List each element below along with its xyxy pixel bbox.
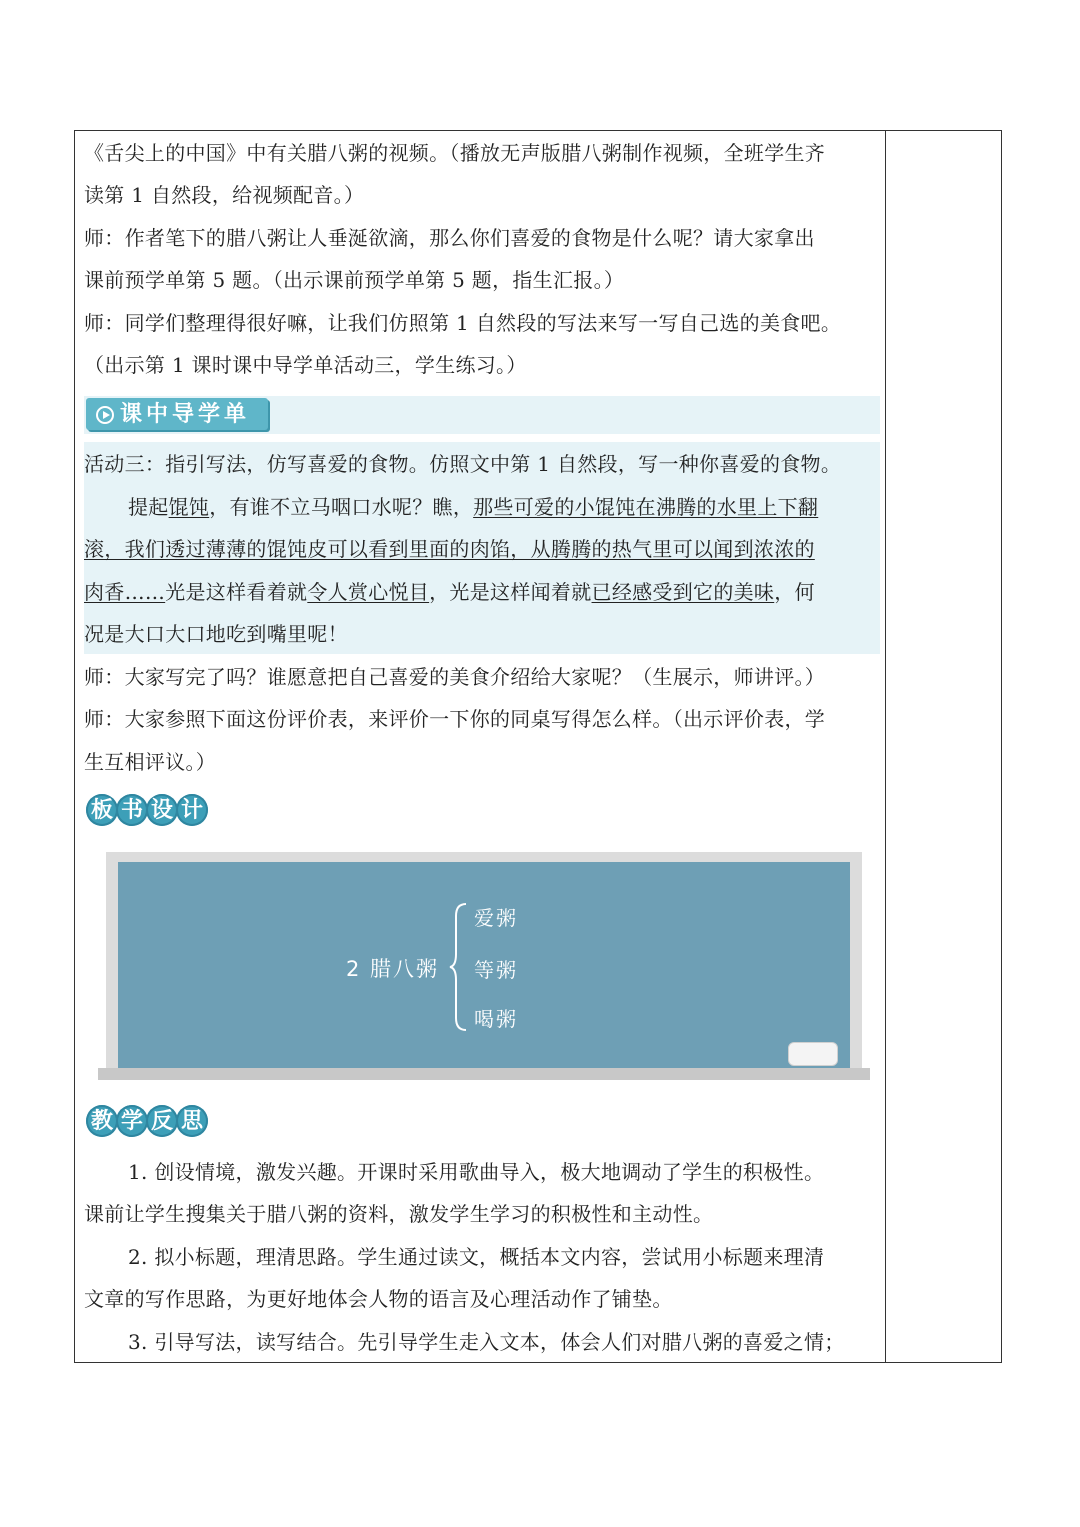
heading-badge: 计	[176, 794, 208, 826]
reflection-line: 3. 引导写法，读写结合。先引导学生走入文本，体会人们对腊八粥的喜爱之情；	[128, 1330, 845, 1354]
text-line: 读第 1 自然段，给视频配音。）	[84, 183, 365, 207]
play-icon	[96, 406, 114, 424]
board-item: 爱粥	[474, 906, 518, 930]
heading-badge: 板	[86, 794, 118, 826]
reflection-line: 2. 拟小标题，理清思路。学生通过读文，概括本文内容，尝试用小标题来理清	[128, 1245, 825, 1269]
text-run: 提起	[128, 495, 169, 519]
text-line: 《舌尖上的中国》中有关腊八粥的视频。（播放无声版腊八粥制作视频，全班学生齐	[84, 141, 826, 165]
text-run: ，光是这样闻着就	[429, 580, 592, 604]
text-line: （出示第 1 课时课中导学单活动三，学生练习。）	[84, 353, 527, 377]
reflection-line: 课前让学生搜集关于腊八粥的资料，激发学生学习的积极性和主动性。	[84, 1202, 714, 1226]
text-line: 师：大家写完了吗？谁愿意把自己喜爱的美食介绍给大家呢？（生展示，师讲评。）	[84, 665, 826, 689]
eraser-icon	[788, 1042, 838, 1066]
underlined-run: 那些可爱的小馄饨在沸腾的水里上下翻	[473, 495, 819, 519]
text-line: 师：大家参照下面这份评价表，来评价一下你的同桌写得怎么样。（出示评价表，学	[84, 707, 826, 731]
blackboard-shelf	[98, 1068, 870, 1080]
underlined-run: 馄饨	[168, 495, 210, 519]
lesson-content	[84, 130, 880, 1360]
reflection-line: 1. 创设情境，激发兴趣。开课时采用歌曲导入，极大地调动了学生的积极性。	[128, 1160, 825, 1184]
underlined-run: 令人赏心悦目	[307, 580, 430, 604]
board-design-heading	[86, 794, 206, 830]
activity-title: 活动三：指引写法，仿写喜爱的食物。仿照文中第 1 自然段，写一种你喜爱的食物。	[84, 452, 842, 476]
heading-badge: 学	[116, 1105, 148, 1137]
board-title: 2 腊八粥	[346, 957, 440, 981]
heading-badge: 书	[116, 794, 148, 826]
brace-icon	[448, 902, 470, 1032]
heading-badge: 设	[146, 794, 178, 826]
text-line: 师：作者笔下的腊八粥让人垂涎欲滴，那么你们喜爱的食物是什么呢？请大家拿出	[84, 226, 815, 250]
guide-tag	[86, 398, 268, 430]
text-line: 课前预学单第 5 题。（出示课前预学单第 5 题，指生汇报。）	[84, 268, 625, 292]
text-run: ，有谁不立马咽口水呢？瞧，	[209, 495, 474, 519]
reflection-heading	[86, 1105, 206, 1141]
board-item: 喝粥	[474, 1007, 518, 1031]
guide-tag-label: 课中导学单	[120, 401, 251, 427]
underlined-run: 肉香……	[84, 580, 166, 604]
activity-paragraph-line	[84, 571, 815, 613]
text-run: 光是这样看着就	[165, 580, 308, 604]
activity-paragraph-line: 滚，我们透过薄薄的馄饨皮可以看到里面的肉馅，从腾腾的热气里可以闻到浓浓的	[84, 537, 815, 561]
underlined-run: 已经感受到它的美味	[591, 580, 775, 604]
activity-paragraph-line	[84, 486, 818, 528]
reflection-line: 文章的写作思路，为更好地体会人物的语言及心理活动作了铺垫。	[84, 1287, 673, 1311]
activity-paragraph-line: 况是大口大口地吃到嘴里呢！	[84, 622, 348, 646]
board-item: 等粥	[474, 958, 518, 982]
heading-badge: 反	[146, 1105, 178, 1137]
text-line: 生互相评议。）	[84, 750, 217, 774]
guide-banner	[84, 396, 880, 434]
text-run: ，何	[774, 580, 815, 604]
heading-badge: 思	[176, 1105, 208, 1137]
text-line: 师：同学们整理得很好嘛，让我们仿照第 1 自然段的写法来写一写自己选的美食吧。	[84, 311, 842, 335]
table-side-column-divider	[885, 130, 886, 1363]
heading-badge: 教	[86, 1105, 118, 1137]
